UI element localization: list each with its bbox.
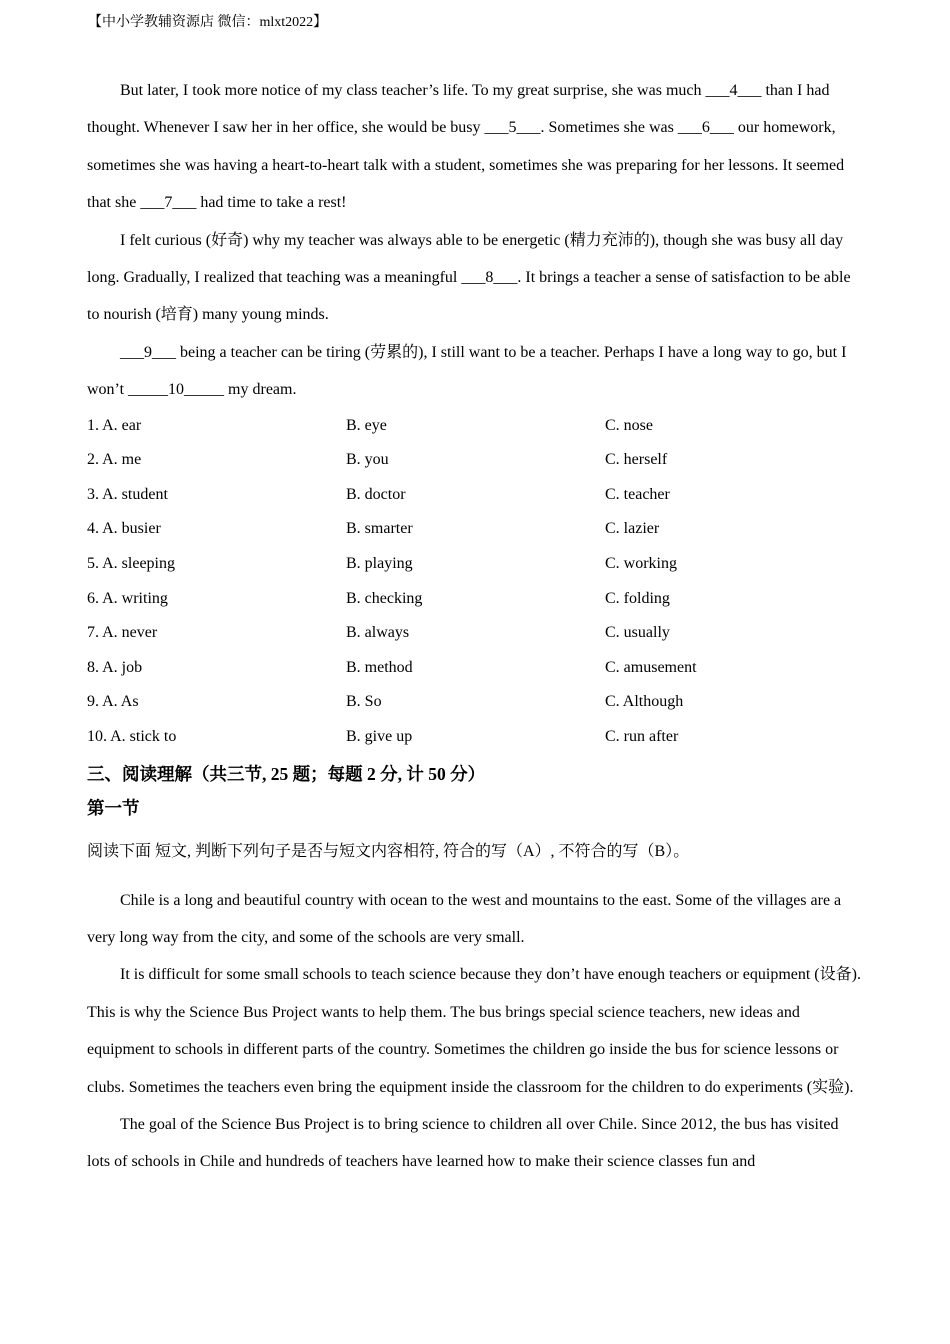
blank-7: ___7___: [140, 194, 197, 212]
text-segment: my dream.: [224, 381, 297, 399]
text-segment: had time to take a rest!: [196, 194, 347, 212]
option-row: [87, 651, 865, 686]
option-row: [87, 616, 865, 651]
section-subtitle: 第一节: [87, 797, 140, 818]
text-segment: than I had thought. Whenever I saw her in her office, she would be busy: [87, 82, 830, 137]
section-instruction: 阅读下面 短文, 判断下列句子是否与短文内容相符, 符合的写（A）, 不符合的写（B）。: [87, 842, 690, 860]
reading-paragraph-3: The goal of the Science Bus Project is to bring science to children all over Chile. Since 2012, the bus has visited lots of schools in Chile and hundreds of teachers have learned how to make their science classes fun and: [87, 1116, 839, 1171]
option-a: 3. A. student: [87, 485, 168, 503]
text-segment: But later, I took more notice of my class teacher’s life. To my great surprise, she was much: [120, 82, 706, 99]
option-a: 10. A. stick to: [87, 728, 177, 745]
option-c: C. folding: [605, 589, 670, 607]
cloze-paragraph-3: [87, 334, 865, 409]
option-c: C. working: [605, 555, 677, 573]
option-c: C. lazier: [605, 520, 660, 538]
option-c: C. usually: [605, 624, 670, 642]
blank-10: _____10_____: [128, 381, 225, 399]
option-row: [87, 409, 865, 444]
option-b: B. always: [346, 624, 410, 642]
option-a: 1. A. ear: [87, 416, 142, 434]
text-segment: being a teacher can be tiring (劳累的), I still want to be a teacher. Perhaps I have a long way to go, but I won’t: [87, 343, 847, 399]
option-row: [87, 582, 865, 617]
option-row: [87, 478, 865, 513]
blank-9: ___9___: [120, 343, 176, 361]
option-c: C. nose: [605, 416, 653, 434]
option-row: [87, 512, 865, 547]
option-b: B. smarter: [346, 520, 413, 538]
option-a: 8. A. job: [87, 658, 143, 676]
option-b: B. eye: [346, 416, 387, 434]
option-a: 9. A. As: [87, 693, 139, 711]
text-segment: . Sometimes she was: [540, 119, 678, 137]
section-title: 三、阅读理解（共三节, 25 题；每题 2 分, 计 50 分）: [87, 763, 486, 784]
option-c: C. herself: [605, 451, 668, 469]
document-page: [87, 72, 865, 1181]
page-header-watermark: 【中小学教辅资源店 微信：mlxt2022】: [88, 15, 328, 30]
option-a: 7. A. never: [87, 624, 158, 642]
option-c: C. run after: [605, 728, 679, 745]
option-a: 6. A. writing: [87, 589, 168, 607]
option-a: 2. A. me: [87, 451, 142, 469]
reading-paragraph-2: It is difficult for some small schools to teach science because they don’t have enough teachers or equipment (设备). This is why the Science Bus Project wants to help them. The bus brings special science teachers, new ideas and equipment to schools in different parts of the country. Sometimes the children go inside the bus for science lessons or clubs. Sometimes the teachers even bring the equipment inside the classroom for the children to do experiments (实验).: [87, 966, 861, 1096]
option-b: B. playing: [346, 555, 413, 573]
options-list: [87, 409, 865, 755]
option-a: 5. A. sleeping: [87, 555, 175, 573]
blank-5: ___5___: [484, 119, 541, 137]
text-segment: I felt curious (好奇) why my teacher was always able to be energetic (精力充沛的), though she was busy all day long. Gradually, I realized that teaching was a meaningful: [87, 231, 844, 287]
option-c: C. teacher: [605, 485, 670, 503]
option-c: C. Although: [605, 693, 684, 711]
option-b: B. doctor: [346, 485, 406, 503]
cloze-paragraph-1: [87, 72, 865, 222]
option-row: [87, 720, 865, 755]
option-b: B. give up: [346, 728, 413, 745]
option-row: [87, 443, 865, 478]
option-row: [87, 547, 865, 582]
cloze-paragraph-2: [87, 222, 865, 334]
text-segment: . It brings a teacher a sense of satisfaction to be able to nourish (培育) many young minds.: [87, 269, 851, 324]
blank-8: ___8___: [461, 269, 518, 287]
option-row: [87, 685, 865, 720]
option-b: B. method: [346, 658, 413, 676]
option-b: B. So: [346, 693, 382, 711]
reading-paragraph-1: Chile is a long and beautiful country with ocean to the west and mountains to the east. Some of the villages are a very long way from the city, and some of the schools are very small.: [87, 891, 842, 946]
option-c: C. amusement: [605, 658, 697, 676]
option-b: B. checking: [346, 589, 423, 607]
option-b: B. you: [346, 451, 389, 469]
option-a: 4. A. busier: [87, 520, 161, 538]
blank-6: ___6___: [677, 119, 734, 137]
blank-4: ___4___: [705, 82, 762, 99]
text-segment: our homework, sometimes she was having a heart-to-heart talk with a student, sometimes she was preparing for her lessons. It seemed that she: [87, 119, 845, 212]
